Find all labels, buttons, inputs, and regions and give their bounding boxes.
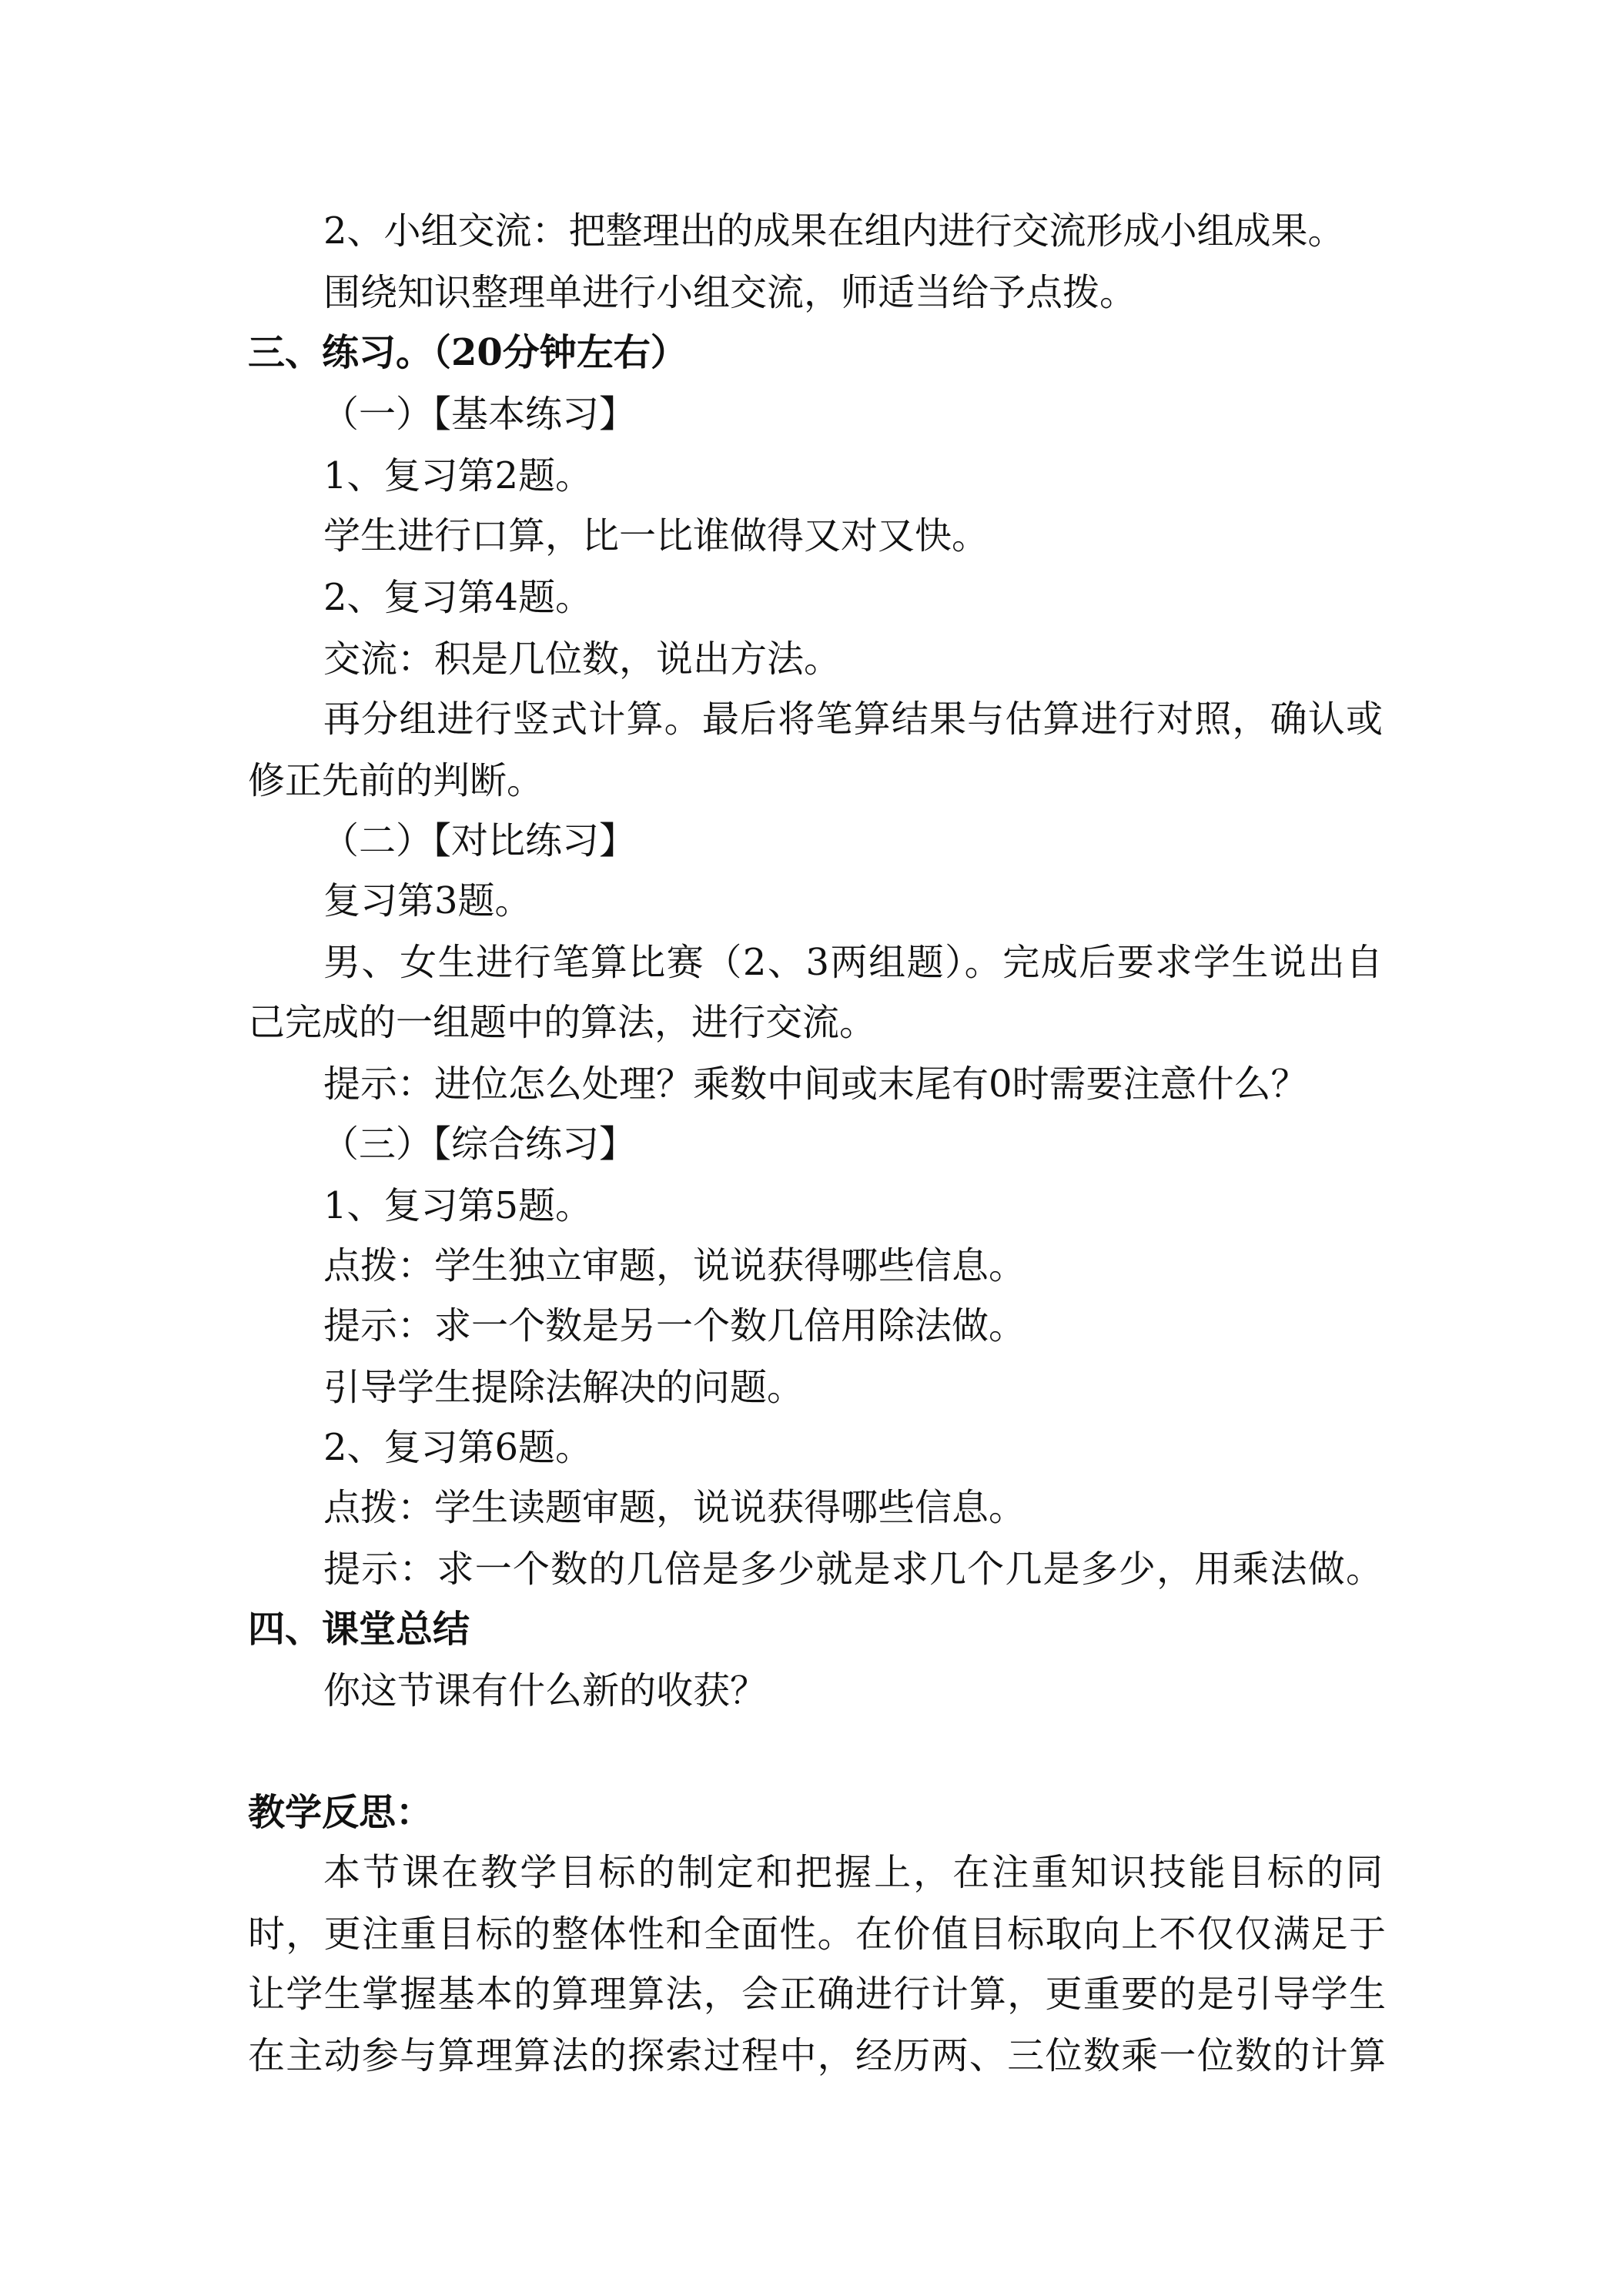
paragraph-line: 在主动参与算理算法的探索过程中，经历两、三位数乘一位数的计算 bbox=[248, 2034, 1386, 2077]
paragraph-line: 男、女生进行笔算比赛（2、3两组题）。完成后要求学生说出自 bbox=[323, 941, 1383, 984]
paragraph-line: 本节课在教学目标的制定和把握上，在注重知识技能目标的同 bbox=[323, 1851, 1383, 1894]
paragraph-line: 提示：进位怎么处理？乘数中间或末尾有0时需要注意什么？ bbox=[323, 1063, 1308, 1106]
paragraph-line: 1、复习第2题。 bbox=[323, 454, 593, 497]
paragraph-line: 2、小组交流：把整理出的成果在组内进行交流形成小组成果。 bbox=[323, 209, 1345, 253]
paragraph-line: 点拨：学生独立审题，说说获得哪些信息。 bbox=[323, 1244, 1026, 1287]
reflection-heading: 教学反思： bbox=[248, 1791, 433, 1834]
paragraph-line: 己完成的一组题中的算法，进行交流。 bbox=[248, 1001, 877, 1044]
paragraph-line: 学生进行口算，比一比谁做得又对又快。 bbox=[323, 514, 989, 557]
paragraph-line: 时，更注重目标的整体性和全面性。在价值目标取向上不仅仅满足于 bbox=[248, 1913, 1386, 1956]
subsection-heading: （一）【基本练习】 bbox=[322, 393, 637, 436]
subsection-heading: （二）【对比练习】 bbox=[322, 819, 637, 862]
subsection-heading: （三）【综合练习】 bbox=[322, 1123, 637, 1166]
paragraph-line: 引导学生提除法解决的问题。 bbox=[323, 1366, 805, 1409]
paragraph-line: 提示：求一个数是另一个数几倍用除法做。 bbox=[323, 1304, 1026, 1347]
section-heading: 三、练习。（20分钟左右） bbox=[248, 331, 688, 374]
paragraph-line: 修正先前的判断。 bbox=[248, 759, 544, 802]
paragraph-line: 围绕知识整理单进行小组交流，师适当给予点拨。 bbox=[323, 271, 1137, 314]
paragraph-line: 点拨：学生读题审题，说说获得哪些信息。 bbox=[323, 1486, 1026, 1529]
paragraph-line: 1、复习第5题。 bbox=[323, 1184, 593, 1227]
section-heading: 四、课堂总结 bbox=[248, 1608, 470, 1651]
paragraph-line: 你这节课有什么新的收获？ bbox=[323, 1669, 768, 1712]
paragraph-line: 交流：积是几位数，说出方法。 bbox=[323, 638, 842, 681]
paragraph-line: 2、复习第6题。 bbox=[323, 1426, 593, 1469]
paragraph-line: 再分组进行竖式计算。最后将笔算结果与估算进行对照，确认或 bbox=[323, 698, 1383, 741]
paragraph-line: 2、复习第4题。 bbox=[323, 576, 593, 619]
paragraph-line: 复习第3题。 bbox=[323, 879, 532, 922]
paragraph-line: 提示：求一个数的几倍是多少就是求几个几是多少，用乘法做。 bbox=[323, 1548, 1383, 1591]
paragraph-line: 让学生掌握基本的算理算法，会正确进行计算，更重要的是引导学生 bbox=[248, 1973, 1386, 2016]
